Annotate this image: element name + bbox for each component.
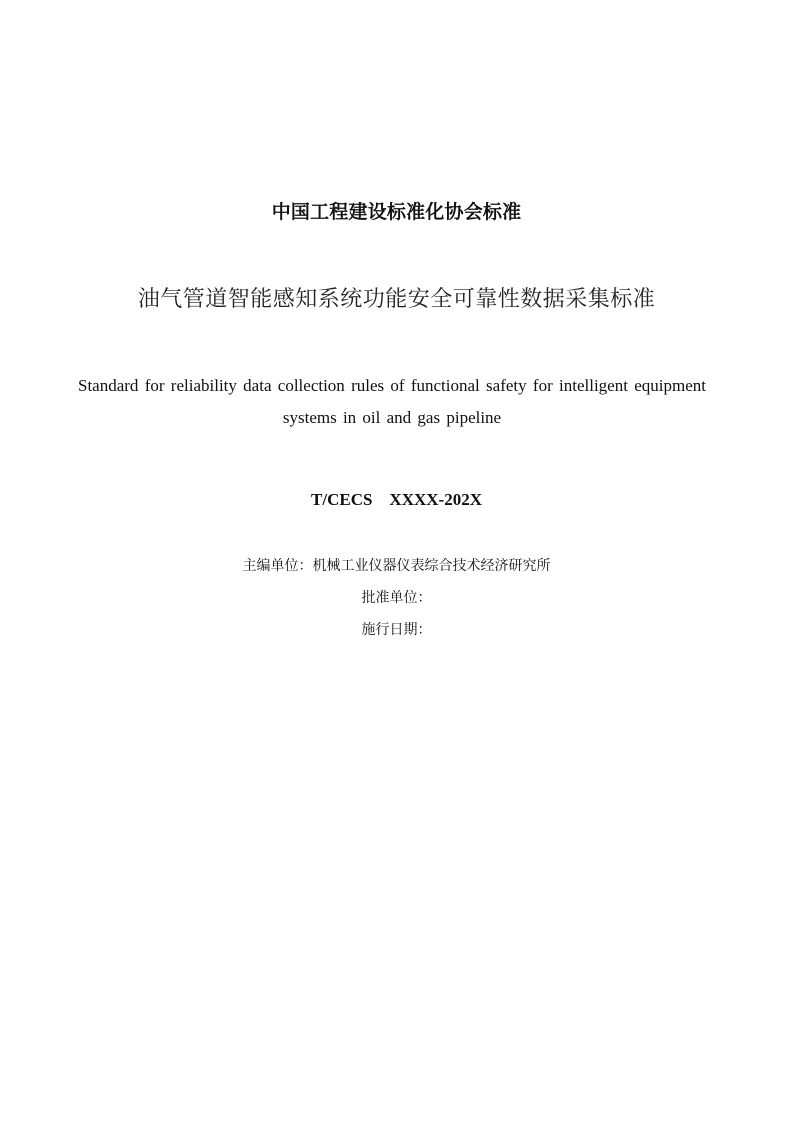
- implementation-date: 施行日期：: [361, 622, 432, 638]
- chinese-title: 油气管道智能感知系统功能安全可靠性数据采集标准: [137, 287, 656, 312]
- chief-editor-unit: 主编单位：机械工业仪器仪表综合技术经济研究所: [242, 558, 551, 574]
- english-title: Standard for reliability data collection rules of functional safety for intelligent equipment systems in oil and gas pipeline: [78, 376, 706, 427]
- organization-heading: 中国工程建设标准化协会标准: [271, 201, 522, 223]
- standard-code: T/CECS XXXX-202X: [311, 490, 482, 509]
- approval-unit: 批准单位：: [361, 590, 432, 606]
